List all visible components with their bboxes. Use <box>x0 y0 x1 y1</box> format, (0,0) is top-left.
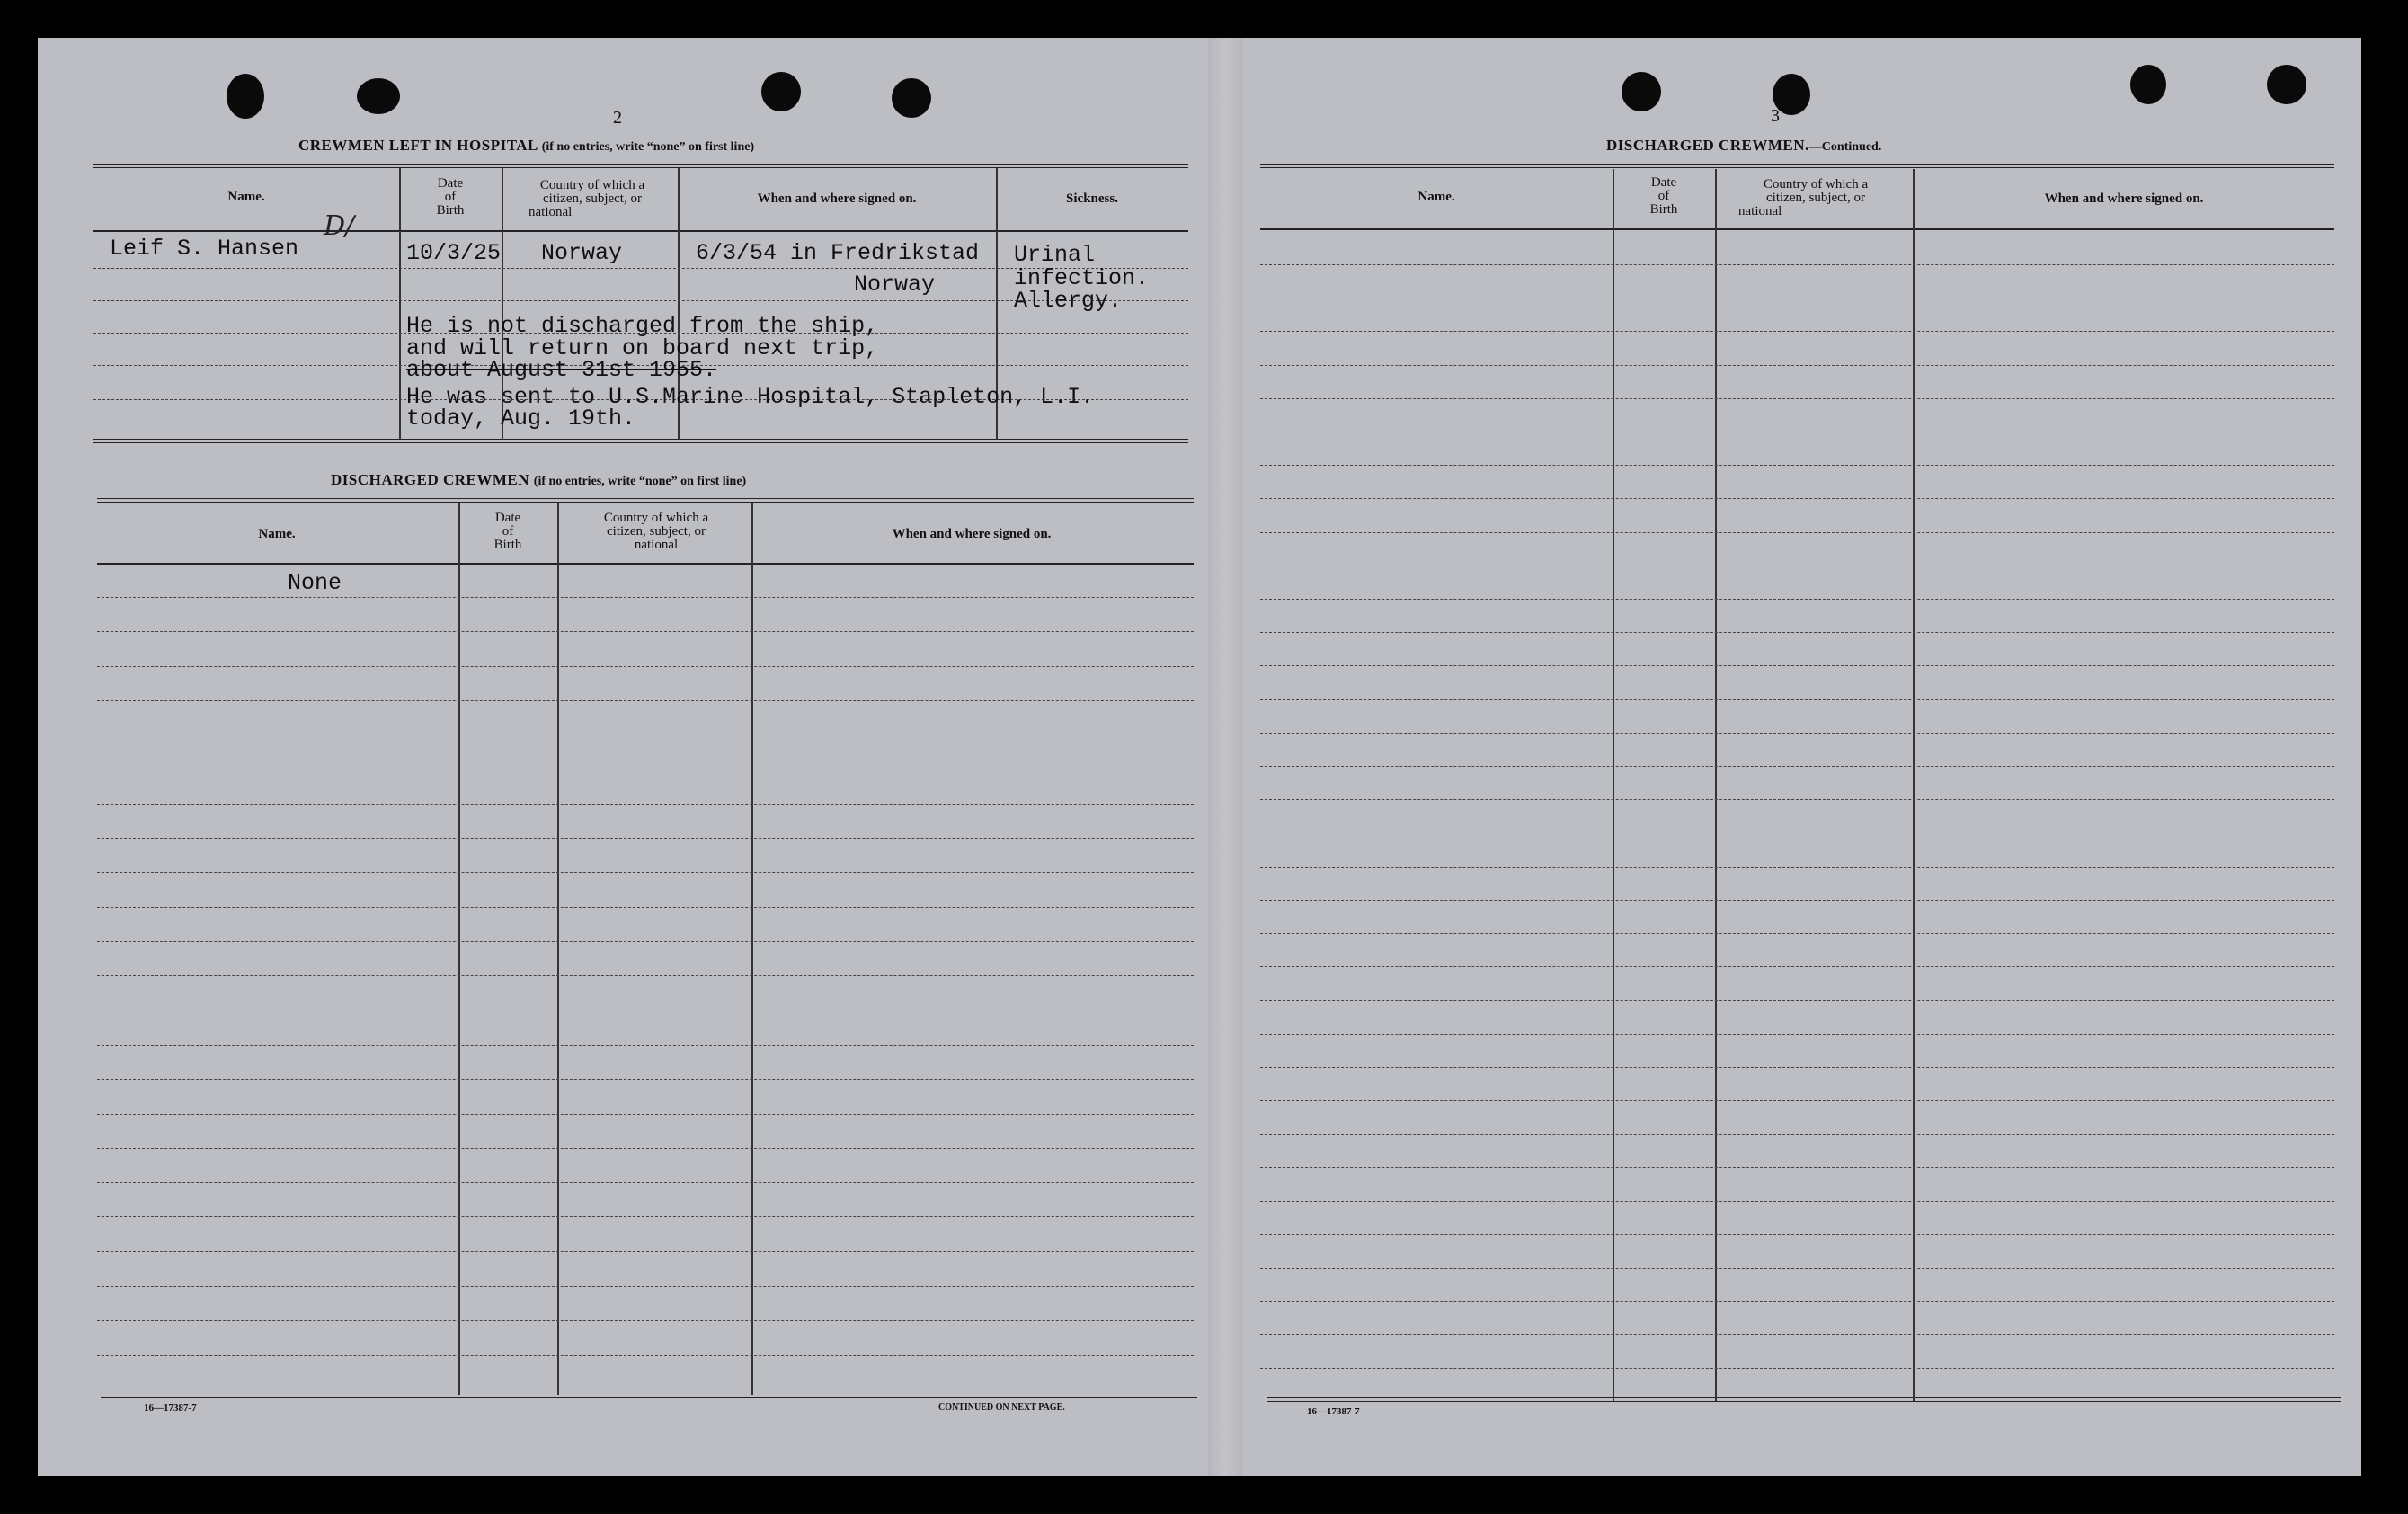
hospital-header-country <box>507 179 678 219</box>
entry-sickness-line1: Urinal <box>1014 242 1096 268</box>
country-line: citizen, subject, or <box>543 191 642 206</box>
remark-line3: about August 31st 1955. <box>406 357 717 383</box>
ruled-line <box>97 1320 1194 1321</box>
ruled-line <box>1260 1167 2334 1168</box>
ruled-line <box>97 941 1194 942</box>
ruled-line <box>97 631 1194 632</box>
right-header-country <box>1719 178 1913 218</box>
ruled-line <box>97 666 1194 667</box>
ruled-line <box>1260 665 2334 666</box>
hospital-header-rule <box>93 230 1188 232</box>
discharged-header-dob <box>458 512 557 552</box>
remark-line2: and will return on board next trip, <box>406 335 879 361</box>
ruled-line <box>1260 933 2334 934</box>
right-header-dob <box>1613 176 1715 217</box>
dob-line: Date <box>437 176 464 191</box>
document-spread <box>38 38 2361 1476</box>
ruled-line <box>1260 799 2334 800</box>
continued-note: CONTINUED ON NEXT PAGE. <box>938 1403 1065 1412</box>
country-line: citizen, subject, or <box>1766 191 1865 205</box>
hospital-instruction: (if no entries, write “none” on first line) <box>541 140 755 154</box>
punch-hole <box>227 74 264 119</box>
ruled-line <box>1260 1100 2334 1101</box>
ruled-line <box>1260 532 2334 533</box>
ruled-line <box>1260 766 2334 767</box>
ruled-line <box>97 1286 1194 1287</box>
right-col-divider <box>1715 169 1717 1401</box>
country-line: citizen, subject, or <box>607 524 706 539</box>
hospital-bottom-rule <box>93 439 1188 443</box>
entry-signed-line1: 6/3/54 in Fredrikstad <box>696 240 980 266</box>
discharged-section-title <box>331 471 746 489</box>
page-spine <box>1208 38 1242 1476</box>
ruled-line <box>1260 1268 2334 1269</box>
entry-dob: 10/3/25 <box>406 240 502 266</box>
ruled-line <box>1260 465 2334 466</box>
country-line: national <box>529 205 573 219</box>
punch-hole <box>2130 65 2166 104</box>
entry-country: Norway <box>541 240 623 266</box>
punch-hole <box>2267 65 2306 104</box>
ruled-line <box>1260 699 2334 700</box>
hospital-header-sickness: Sickness. <box>1066 191 1118 206</box>
ruled-line <box>1260 1301 2334 1302</box>
hospital-title-text: CREWMEN LEFT IN HOSPITAL <box>298 137 538 154</box>
country-line: Country of which a <box>539 178 645 192</box>
ruled-line <box>1260 1201 2334 1202</box>
dob-line: Birth <box>436 203 465 218</box>
discharged-col-divider <box>458 503 460 1395</box>
ruled-line <box>1260 599 2334 600</box>
ruled-line <box>97 597 1194 598</box>
punch-hole <box>1622 72 1661 111</box>
discharged-header-name: Name. <box>258 527 296 541</box>
hospital-header-dob <box>399 177 502 218</box>
ruled-line <box>97 872 1194 873</box>
discharged-instruction: (if no entries, write “none” on first line) <box>533 475 747 488</box>
dob-line: Birth <box>1649 202 1678 217</box>
right-header-signed: When and where signed on. <box>2044 191 2204 206</box>
hospital-header-signed: When and where signed on. <box>757 191 917 206</box>
remark-line1: He is not discharged from the ship, <box>406 313 879 339</box>
ruled-line <box>1260 1000 2334 1001</box>
right-title-suffix: —Continued. <box>1808 140 1882 154</box>
hospital-top-rule <box>93 164 1188 168</box>
punch-hole <box>761 72 801 111</box>
entry-name: Leif S. Hansen <box>110 236 299 262</box>
hospital-header-name: Name. <box>227 190 265 204</box>
ruled-line <box>97 975 1194 976</box>
discharged-header-rule <box>97 563 1194 565</box>
ruled-line <box>1260 733 2334 734</box>
punch-hole <box>357 78 400 114</box>
entry-signed-line2: Norway <box>854 272 936 298</box>
remark-line4: He was sent to U.S.Marine Hospital, Stapleton, L.I. <box>406 384 1095 410</box>
page-number: 3 <box>1771 106 1780 126</box>
right-title-text: DISCHARGED CREWMEN. <box>1606 137 1809 154</box>
ruled-line <box>1260 1067 2334 1068</box>
ruled-line <box>1260 365 2334 366</box>
dob-line: Birth <box>493 538 522 552</box>
discharged-first-entry: None <box>288 570 342 596</box>
discharged-title-text: DISCHARGED CREWMEN <box>331 471 530 488</box>
entry-sickness-line3: Allergy. <box>1014 288 1123 314</box>
ruled-line <box>97 1079 1194 1080</box>
right-section-title <box>1606 137 1881 155</box>
country-line: national <box>634 538 679 552</box>
discharged-top-rule <box>97 498 1194 503</box>
ruled-line <box>1260 498 2334 499</box>
ruled-line <box>97 1148 1194 1149</box>
right-header-name: Name. <box>1417 190 1455 204</box>
ruled-line <box>97 804 1194 805</box>
ruled-line <box>97 1251 1194 1252</box>
ruled-line <box>1260 1368 2334 1369</box>
entry-sickness-line2: infection. <box>1014 265 1150 291</box>
ruled-line <box>97 1355 1194 1356</box>
ruled-line <box>1260 867 2334 868</box>
ruled-line <box>1260 398 2334 399</box>
right-header-rule <box>1260 228 2334 230</box>
form-number-right: 16—17387-7 <box>1307 1406 1360 1417</box>
ruled-line <box>97 907 1194 908</box>
form-number-left: 16—17387-7 <box>144 1403 197 1413</box>
country-line: Country of which a <box>1763 177 1869 191</box>
right-col-divider <box>1913 169 1915 1401</box>
country-line: national <box>1738 204 1782 218</box>
ruled-line <box>1260 1334 2334 1335</box>
right-bottom-rule <box>1267 1397 2341 1402</box>
ruled-line <box>97 1182 1194 1183</box>
dob-line: of <box>1657 189 1670 203</box>
discharged-col-divider <box>751 503 753 1395</box>
discharged-header-signed: When and where signed on. <box>892 527 1052 541</box>
punch-hole <box>892 78 931 118</box>
ruled-line <box>1260 1134 2334 1135</box>
handwritten-mark: D/ <box>324 210 355 242</box>
ruled-line <box>97 1045 1194 1046</box>
dob-line: Date <box>494 511 521 525</box>
ruled-line <box>1260 632 2334 633</box>
ruled-line <box>1260 966 2334 967</box>
hospital-section-title <box>298 137 754 155</box>
discharged-header-country <box>561 512 751 552</box>
discharged-bottom-rule <box>101 1394 1197 1398</box>
right-top-rule <box>1260 164 2334 168</box>
country-line: Country of which a <box>603 511 709 525</box>
ruled-line <box>1260 1034 2334 1035</box>
ruled-line <box>1260 331 2334 332</box>
ruled-line <box>1260 264 2334 265</box>
remark-line5: today, Aug. 19th. <box>406 405 636 432</box>
dob-line: of <box>444 190 457 204</box>
dob-line: of <box>502 524 514 539</box>
ruled-line <box>97 1216 1194 1217</box>
ruled-line <box>97 1114 1194 1115</box>
right-col-divider <box>1613 169 1614 1401</box>
ruled-line <box>97 838 1194 839</box>
page-number: 2 <box>613 108 622 128</box>
ruled-line <box>1260 900 2334 901</box>
discharged-col-divider <box>557 503 559 1395</box>
ruled-line <box>1260 1234 2334 1235</box>
dob-line: Date <box>1650 175 1677 190</box>
ruled-line <box>97 700 1194 701</box>
